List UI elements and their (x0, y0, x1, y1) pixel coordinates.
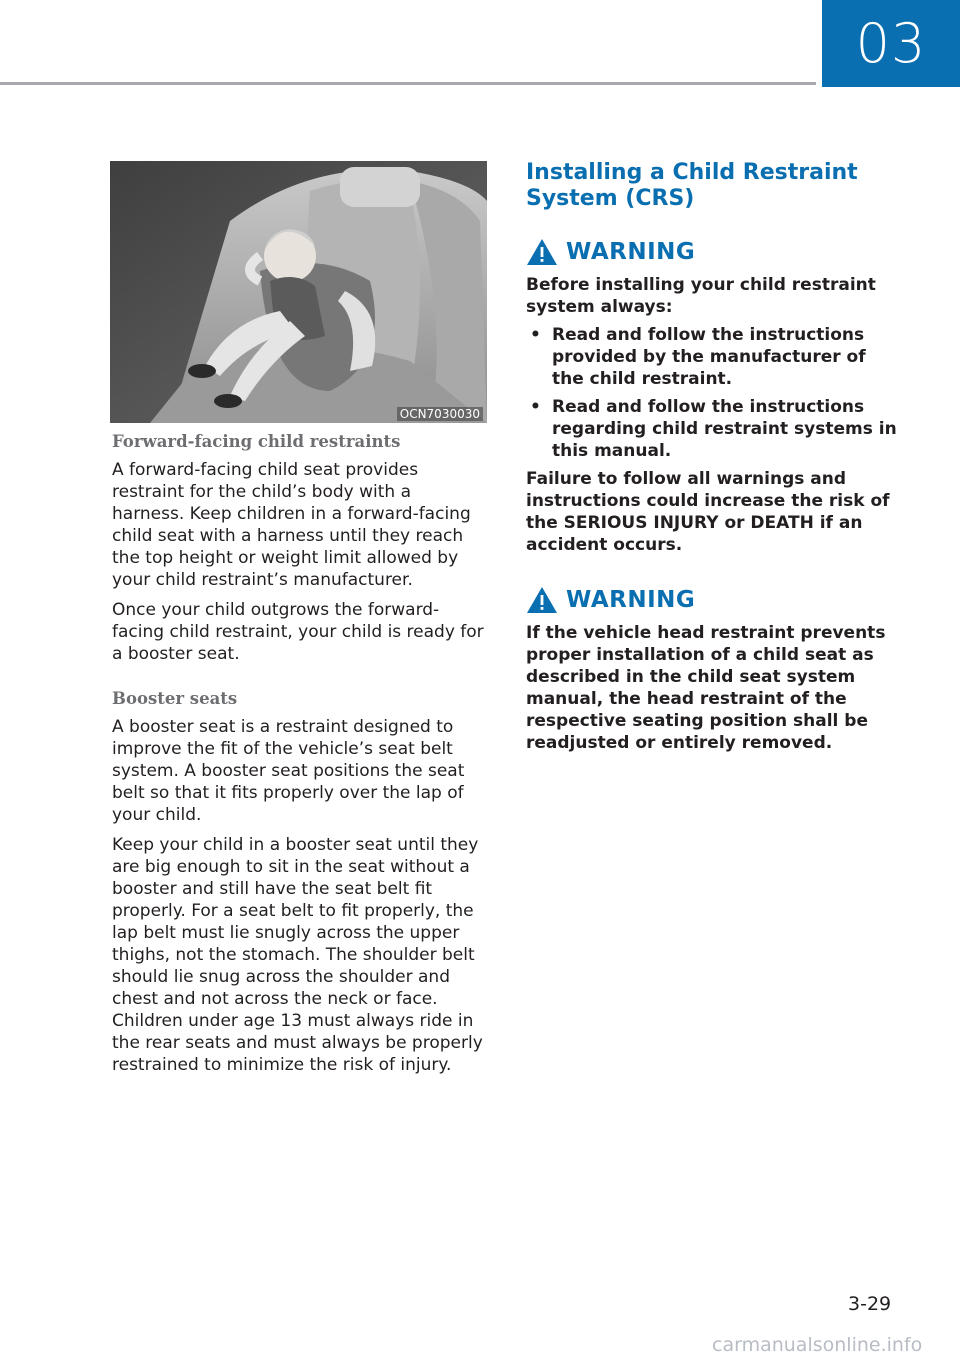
child-seat-drawing (110, 161, 487, 423)
forward-facing-paragraph-2: Once your child outgrows the forward-facing child restraint, your child is ready for a booster seat. (112, 600, 484, 664)
booster-paragraph-1: A booster seat is a restraint designed to improve the fit of the vehicle’s seat belt system. A booster seat positions the seat belt so that it fits properly over the lap of your child. (112, 717, 465, 825)
booster-paragraph-2: Keep your child in a booster seat until they are big enough to sit in the seat without a booster and still have the seat belt fit properly. For a seat belt to fit properly, the lap belt must lie snugly across the upper thighs, not the stomach. The shoulder belt should lie snug across the shoulder and chest and not across the neck or face. Children under age 13 must always ride in the rear seats and must always be properly restrained to minimize the risk of injury. (112, 835, 483, 1075)
child-seat-illustration (110, 161, 487, 423)
booster-seats-heading: Booster seats (112, 689, 238, 708)
chapter-tab (822, 0, 960, 87)
bullet-dot: • (530, 325, 541, 345)
forward-facing-paragraph-1: A forward-facing child seat provides restraint for the child’s body with a harness. Keep children in a forward-facing child seat with a harness until they reach the top height or weight limit allowed by your child restraint’s manufacturer. (112, 460, 471, 590)
warning-bullet-text: Read and follow the instructions provided by the manufacturer of the child restraint. (552, 325, 866, 389)
page-number: 3-29 (848, 1293, 892, 1315)
left-column (112, 432, 484, 1084)
forward-facing-heading: Forward-facing child restraints (112, 432, 401, 451)
warning-header-1 (526, 238, 898, 266)
warning-bullet (526, 396, 898, 462)
chapter-number: 03 (855, 12, 927, 75)
header-rule (0, 82, 816, 85)
warning-triangle-icon (526, 238, 558, 266)
warning-bullet (526, 324, 898, 390)
warning-box-2 (526, 586, 898, 754)
bullet-dot: • (530, 397, 541, 417)
warning-triangle-icon (526, 586, 558, 614)
spacer (112, 673, 484, 689)
warning-text-2: If the vehicle head restraint prevents proper installation of a child seat as described in the child seat system manual, the head restraint of the respective seating position shall be readjusted or entirely removed. (526, 623, 886, 753)
warning-box-1 (526, 238, 898, 556)
warning-bullet-list (526, 324, 898, 462)
watermark[interactable]: carmanualsonline.info (712, 1334, 923, 1356)
warning-outro: Failure to follow all warnings and instructions could increase the risk of the SERIOUS INJURY or DEATH if an accident occurs. (526, 469, 890, 555)
warning-intro: Before installing your child restraint system always: (526, 275, 876, 317)
section-title: Installing a Child Restraint System (CRS) (526, 160, 858, 211)
warning-title-1: WARNING (566, 239, 696, 265)
warning-title-2: WARNING (566, 587, 696, 613)
figure-code: OCN7030030 (397, 407, 483, 421)
right-column (526, 160, 898, 784)
warning-header-2 (526, 586, 898, 614)
warning-bullet-text: Read and follow the instructions regarding child restraint systems in this manual. (552, 397, 897, 461)
